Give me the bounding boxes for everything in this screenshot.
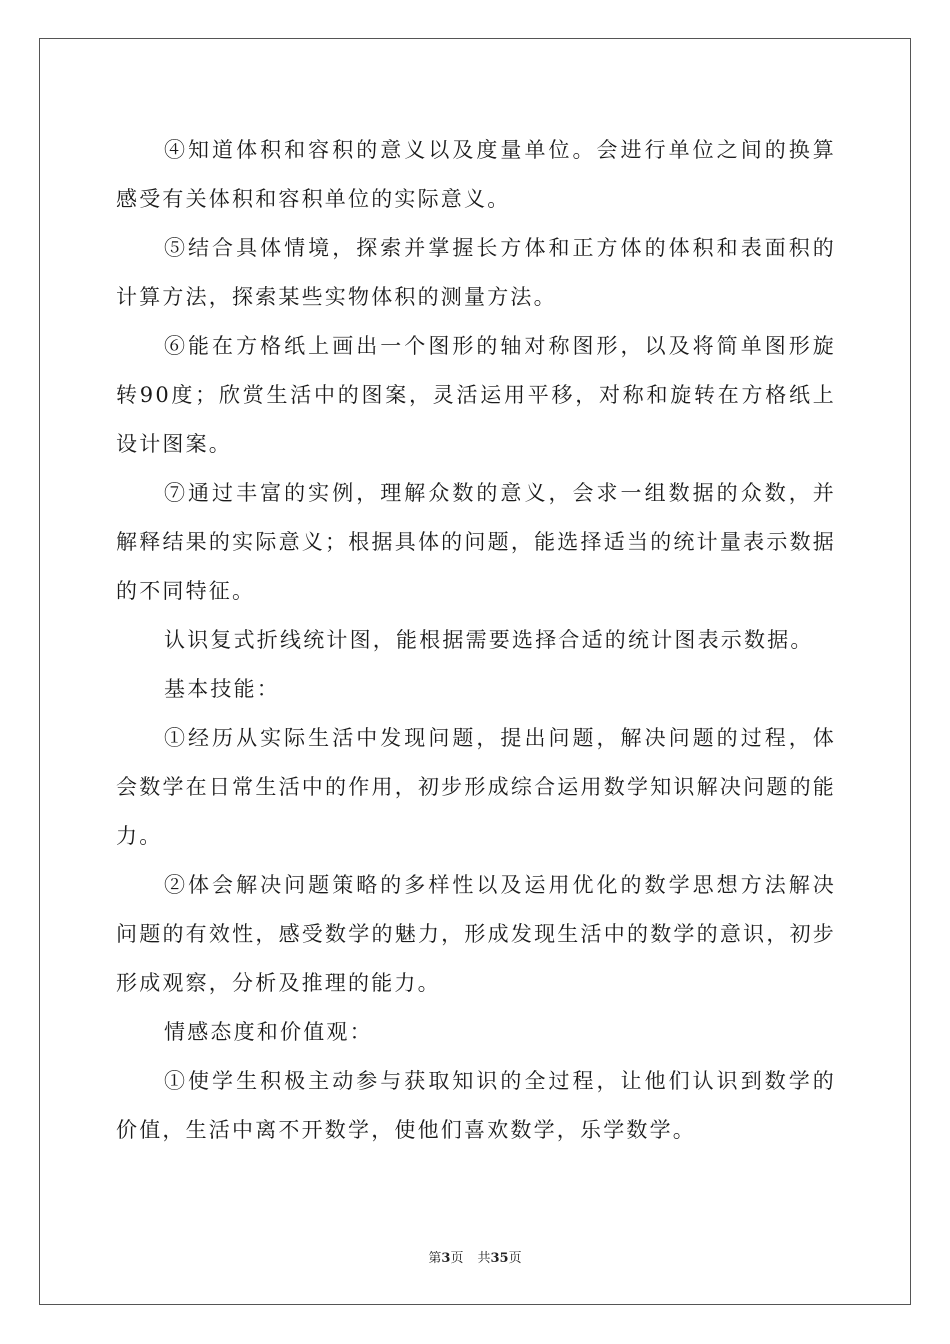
paragraph-symmetry-rotation: ⑥能在方格纸上画出一个图形的轴对称图形，以及将简单图形旋转90度；欣赏生活中的图案，灵活运用平移，对称和旋转在方格纸上设计图案。: [116, 334, 836, 456]
heading-emotion-values: 情感态度和价值观：: [164, 1020, 373, 1044]
paragraph-strategy-diversity: ②体会解决问题策略的多样性以及运用优化的数学思想方法解决问题的有效性，感受数学的魅力，形成发现生活中的数学的意识，初步形成观察，分析及推理的能力。: [116, 873, 836, 995]
paragraph-learning-process: ①使学生积极主动参与获取知识的全过程，让他们认识到数学的价值，生活中离不开数学，使他们喜欢数学，乐学数学。: [116, 1069, 836, 1142]
current-page-number: 3: [441, 1251, 451, 1266]
paragraph-mode-statistics: ⑦通过丰富的实例，理解众数的意义，会求一组数据的众数，并解释结果的实际意义；根据具体的问题，能选择适当的统计量表示数据的不同特征。: [116, 481, 836, 603]
total-prefix: 共: [477, 1251, 491, 1266]
page-prefix: 第: [428, 1251, 442, 1266]
heading-basic-skills: 基本技能：: [164, 677, 280, 701]
paragraph-volume-capacity: ④知道体积和容积的意义以及度量单位。会进行单位之间的换算感受有关体积和容积单位的实际意义。: [116, 138, 836, 211]
total-suffix: 页: [508, 1251, 522, 1266]
page-suffix: 页: [450, 1251, 464, 1266]
paragraph-cuboid-cube: ⑤结合具体情境，探索并掌握长方体和正方体的体积和表面积的计算方法，探索某些实物体积的测量方法。: [116, 236, 836, 309]
total-page-count: 35: [490, 1251, 509, 1266]
document-body: [116, 126, 836, 1155]
page-footer: [0, 1247, 950, 1266]
paragraph-problem-solving: ①经历从实际生活中发现问题，提出问题，解决问题的过程，体会数学在日常生活中的作用，初步形成综合运用数学知识解决问题的能力。: [116, 726, 836, 848]
paragraph-line-chart: 认识复式折线统计图，能根据需要选择合适的统计图表示数据。: [164, 628, 814, 652]
